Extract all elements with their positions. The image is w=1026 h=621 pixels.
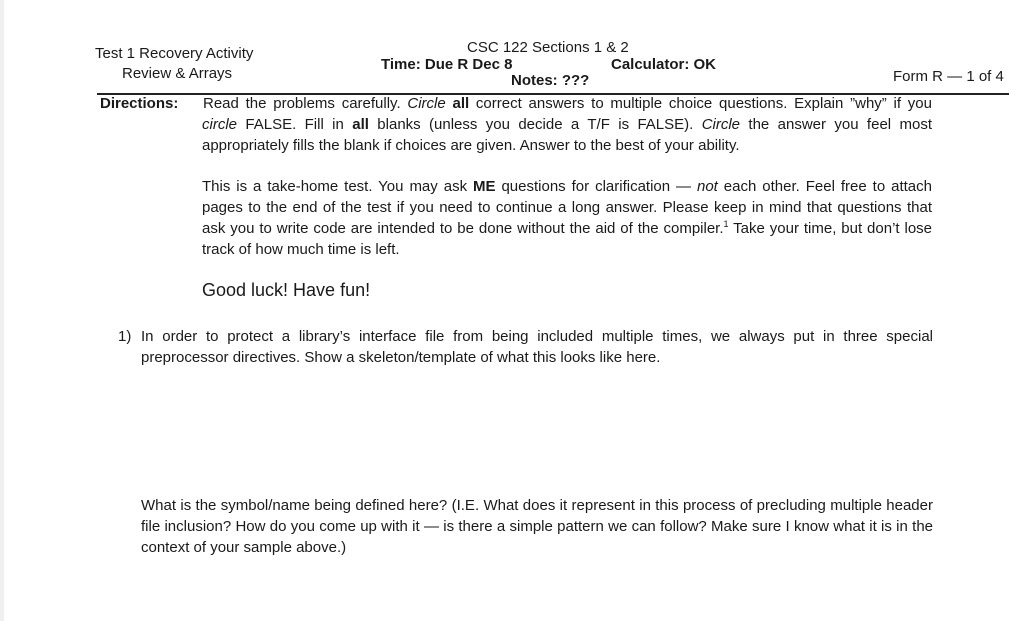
directions-paragraph-1: Read the problems carefully. Circle all correct answers to multiple choice questions. Explain ”why” if you circle FALSE. Fill in all blanks (unless you decide a T/F is FALSE). Circle the answer you feel most appropriately fills the blank if choices are given. Answer to the best of your ability.	[202, 95, 933, 154]
header-calculator: Calculator: OK	[611, 56, 717, 73]
header-form: Form R — 1 of 4	[893, 68, 1004, 85]
question-followup: What is the symbol/name being defined here? (I.E. What does it represent in this process of precluding multiple header file inclusion? How do you come up with it — is there a simple pattern we can follow? Make sure I know what it is in the context of your sample above.)	[141, 497, 933, 556]
good-luck-text: Good luck! Have fun!	[202, 280, 371, 300]
footnote-marker: 1	[723, 219, 729, 229]
header-course: CSC 122 Sections 1 & 2	[467, 39, 629, 56]
directions-label: Directions:	[100, 95, 179, 112]
header-notes: Notes: ???	[511, 72, 590, 89]
header-time: Time: Due R Dec 8	[381, 56, 513, 73]
header-subtitle-left: Review & Arrays	[122, 65, 233, 82]
page-edge	[0, 0, 4, 621]
directions-paragraph-2: This is a take-home test. You may ask ME questions for clarification — not each other. Feel free to attach pages to the end of the test if you need to continue a long answer. Please keep in mind that questions that ask you to write code are intended to be done without the aid of the compiler.$^1$ Take your time, but don’t lose track of how much time is left.	[202, 178, 933, 258]
header-title-left: Test 1 Recovery Activity	[95, 45, 254, 62]
question-number: 1)	[118, 328, 132, 345]
question-text: In order to protect a library’s interface file from being included multiple times, we always put in three special preprocessor directives. Show a skeleton/template of what this looks like here.	[141, 328, 933, 366]
